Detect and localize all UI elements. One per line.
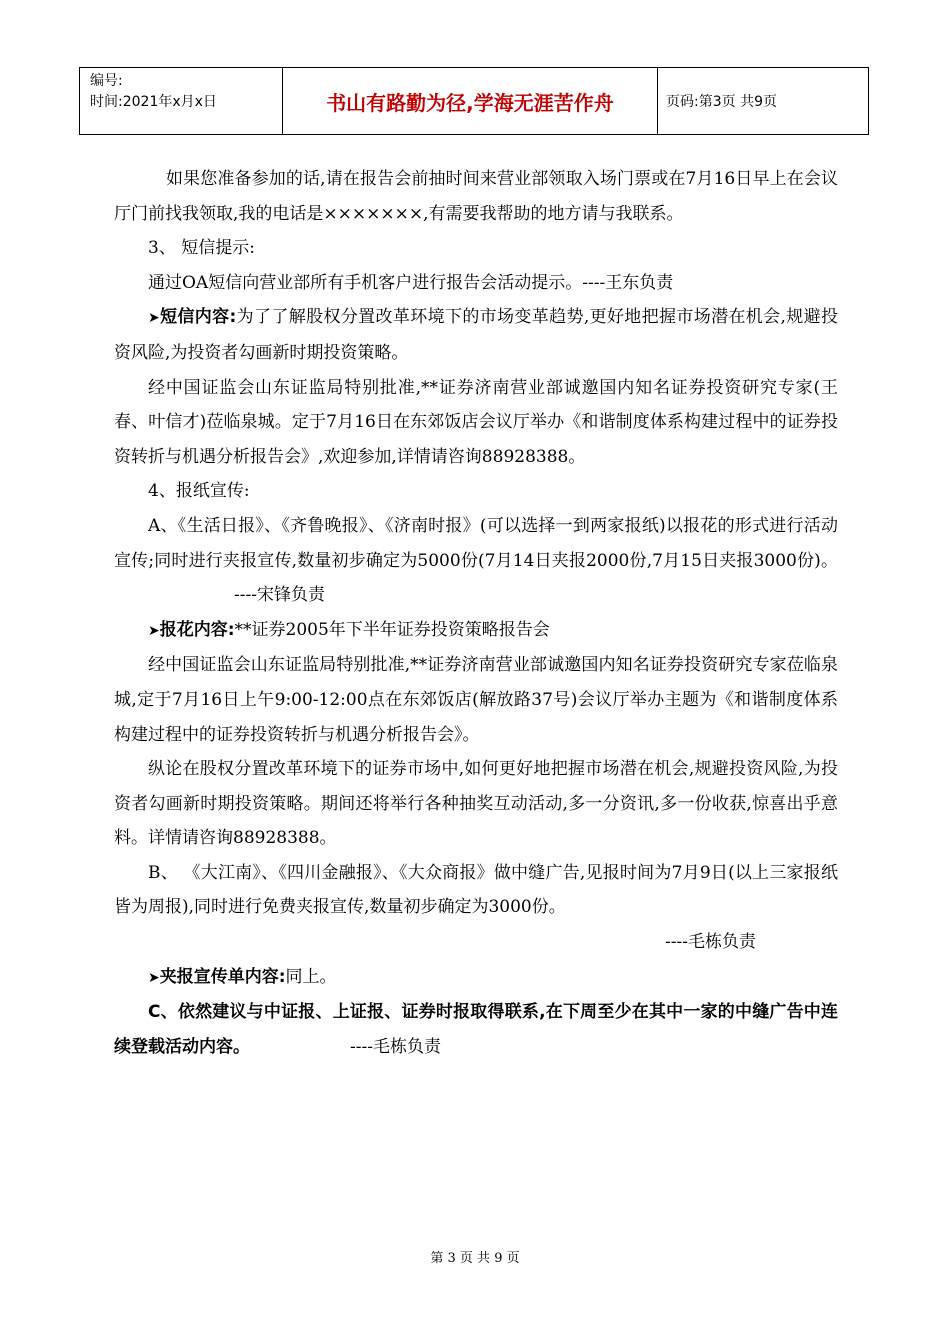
insert-content-paragraph xyxy=(114,960,838,996)
flower-paragraph-1: 经中国证监会山东证监局特别批准,**证券济南营业部诚邀国内知名证券投资研究专家莅临泉城,定于7月16日上午9:00-12:00点在东郊饭店(解放路37号)会议厅举办主题为《和谐制度体系构建过程中的证券投资转折与机遇分析报告会》。 xyxy=(114,655,838,745)
section-4-heading: 4、报纸宣传: xyxy=(148,481,250,502)
section-4-a-text: A、《生活日报》、《齐鲁晚报》、《济南时报》(可以选择一到两家报纸)以报花的形式进行活动宣传;同时进行夹报宣传,数量初步确定为5000份(7月14日夹报2000份,7月15日夹报3000份)。 xyxy=(114,515,838,571)
section-4-a xyxy=(114,509,838,613)
flower-paragraph-2: 纵论在股权分置改革环境下的证券市场中,如何更好地把握市场潜在机会,规避投资风险,为投资者勾画新时期投资策略。期间还将举行各种抽奖互动活动,多一分资讯,多一份收获,惊喜出乎意料。详情请咨询88928388。 xyxy=(114,759,838,849)
sms-content-text: 为了了解股权分置改革环境下的市场变革趋势,更好地把握市场潜在机会,规避投资风险,为投资者勾画新时期投资策略。 xyxy=(114,307,838,363)
flower-content-label: 报花内容: xyxy=(159,619,235,640)
section-4-a-owner: ----宋锋负责 xyxy=(234,585,325,606)
section-4-b-owner: ----毛栋负责 xyxy=(665,932,756,953)
section-4-c-owner: ----毛栋负责 xyxy=(350,1036,441,1057)
arrow-bullet-icon: ➤ xyxy=(148,310,160,327)
sms-paragraph-2: 经中国证监会山东证监局特别批准,**证券济南营业部诚邀国内知名证券投资研究专家(王春、叶信才)莅临泉城。定于7月16日在东郊饭店会议厅举办《和谐制度体系构建过程中的证券投资转折与机遇分析报告会》,欢迎参加,详情请咨询88928388。 xyxy=(114,377,838,467)
header-motto: 书山有路勤为径,学海无涯苦作舟 xyxy=(283,68,658,134)
sms-content-label: 短信内容: xyxy=(159,307,237,328)
section-3-sms-note: 通过OA短信向营业部所有手机客户进行报告会活动提示。----王东负责 xyxy=(148,272,674,293)
insert-content-text: 同上。 xyxy=(285,966,337,987)
arrow-bullet-icon: ➤ xyxy=(148,969,160,986)
insert-content-label: 夹报宣传单内容: xyxy=(159,966,286,987)
flower-content-paragraph xyxy=(114,613,838,649)
document-number-label: 编号: xyxy=(90,73,123,89)
sms-content-paragraph xyxy=(114,300,838,370)
header-page-info: 页码:第3页 共9页 xyxy=(666,94,777,110)
page-header xyxy=(79,67,869,135)
page-footer: 第 3 页 共 9 页 xyxy=(430,1251,520,1266)
section-4-c xyxy=(114,995,838,1064)
flower-content-text: **证券2005年下半年证券投资策略报告会 xyxy=(234,619,550,640)
section-4-b: B、 《大江南》、《四川金融报》、《大众商报》做中缝广告,见报时间为7月9日(以上三家报纸皆为周报),同时进行免费夹报宣传,数量初步确定为3000份。 xyxy=(114,862,838,918)
arrow-bullet-icon: ➤ xyxy=(148,622,160,639)
section-3-heading: 3、 短信提示: xyxy=(148,238,255,259)
document-body xyxy=(114,162,838,1064)
paragraph-invite: 如果您准备参加的话,请在报告会前抽时间来营业部领取入场门票或在7月16日早上在会议厅门前找我领取,我的电话是×××××××,有需要我帮助的地方请与我联系。 xyxy=(114,169,838,224)
header-meta xyxy=(80,68,283,134)
section-4-c-text: C、依然建议与中证报、上证报、证券时报取得联系,在下周至少在其中一家的中缝广告中连续登载活动内容。 xyxy=(114,1002,838,1057)
document-date-label: 时间:2021年x月x日 xyxy=(90,94,217,110)
